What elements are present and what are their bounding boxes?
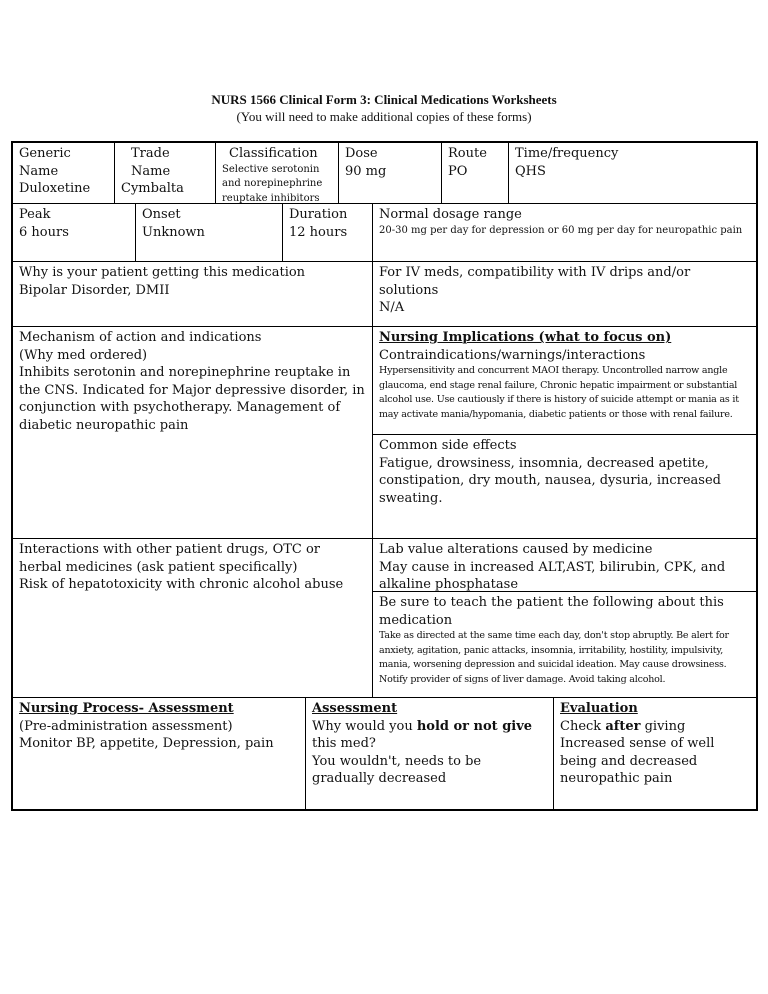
- nursing-process-heading: Nursing Process- Assessment: [19, 701, 234, 716]
- trade-name-label: Trade Name: [131, 146, 171, 179]
- side-effects-value: Fatigue, drowsiness, insomnia, decreased apetite, constipation, dry mouth, nausea, dysuria, increased sweating.: [379, 455, 721, 506]
- iv-compatibility-label: For IV meds, compatibility with IV drips and/or solutions: [379, 265, 691, 298]
- evaluation-value: Increased sense of well being and decreased neuropathic pain: [560, 736, 715, 786]
- onset-label: Onset: [142, 207, 181, 222]
- duration-cell: [282, 203, 373, 262]
- reason-for-medication-cell: [12, 261, 373, 327]
- lab-value-cell: [372, 538, 757, 592]
- interactions-label: Interactions with other patient drugs, OTC or herbal medicines (ask patient specifically): [19, 542, 321, 575]
- route-cell: [441, 142, 509, 204]
- assessment-value: You wouldn't, needs to be gradually decreased: [312, 753, 482, 786]
- interactions-value: Risk of hepatotoxicity with chronic alcohol abuse: [19, 577, 344, 592]
- classification-value: Selective serotonin and norepinephrine reuptake inhibitors: [222, 163, 323, 204]
- patient-teaching-label: Be sure to teach the patient the following about this medication: [379, 595, 724, 628]
- nursing-implications-heading: Nursing Implications (what to focus on): [379, 330, 672, 345]
- evaluation-heading: Evaluation: [560, 701, 638, 716]
- evaluation-instruction-emphasis: after: [605, 718, 641, 734]
- lab-value-value: May cause in increased ALT,AST, bilirubin, CPK, and alkaline phosphatase: [379, 559, 726, 592]
- page-title: NURS 1566 Clinical Form 3: Clinical Medications Worksheets: [211, 92, 557, 107]
- normal-dosage-range-value: 20-30 mg per day for depression or 60 mg per day for neuropathic pain: [379, 224, 743, 236]
- generic-name-value: Duloxetine: [19, 181, 91, 196]
- patient-teaching-cell: [372, 591, 757, 698]
- dose-value: 90 mg: [345, 163, 387, 179]
- time-frequency-cell: [508, 142, 757, 204]
- mechanism-label: Mechanism of action and indications: [19, 330, 262, 345]
- generic-name-label: Generic Name: [19, 146, 71, 179]
- route-value: PO: [448, 163, 468, 179]
- mechanism-subtitle: (Why med ordered): [19, 347, 148, 363]
- mechanism-cell: [12, 326, 373, 539]
- duration-label: Duration: [289, 207, 348, 222]
- evaluation-cell: [553, 697, 757, 810]
- route-label: Route: [448, 146, 487, 161]
- nursing-process-value: Monitor BP, appetite, Depression, pain: [19, 736, 274, 751]
- iv-compatibility-cell: [372, 261, 757, 327]
- assessment-question-start: Why would you: [312, 718, 417, 734]
- time-frequency-value: QHS: [515, 163, 546, 179]
- onset-cell: [135, 203, 283, 262]
- patient-teaching-value: Take as directed at the same time each day, don't stop abruptly. Be alert for anxiety, agitation, panic attacks, insomnia, irritability, hostility, impulsivity, mania, worsening depression and suicidal ideation. May cause drowsiness. Notify provider of signs of liver damage. Avoid taking alcohol.: [379, 630, 729, 685]
- peak-label: Peak: [19, 207, 51, 222]
- normal-dosage-range-label: Normal dosage range: [379, 207, 522, 222]
- assessment-question: [312, 718, 547, 753]
- dose-label: Dose: [345, 146, 378, 161]
- normal-dosage-range-cell: [372, 203, 757, 262]
- contraindications-value: Hypersensitivity and concurrent MAOI therapy. Uncontrolled narrow angle glaucoma, end stage renal failure, Chronic hepatic impairment or substantial alcohol use. Use cautiously if there is history of suicide attempt or mania as it may activate mania/hypomania, diabetic patients or those with renal failure.: [379, 365, 739, 420]
- trade-name-cell: [114, 142, 216, 204]
- side-effects-cell: [372, 434, 757, 539]
- mechanism-value: Inhibits serotonin and norepinephrine reuptake in the CNS. Indicated for Major depressive disorder, in conjunction with psychotherapy. Management of diabetic neuropathic pain: [19, 365, 365, 433]
- page-subtitle: (You will need to make additional copies of these forms): [236, 109, 532, 124]
- evaluation-instruction-start: Check: [560, 718, 606, 734]
- reason-for-medication-label: Why is your patient getting this medication: [19, 265, 306, 280]
- lab-value-label: Lab value alterations caused by medicine: [379, 542, 653, 557]
- dose-cell: [338, 142, 442, 204]
- trade-name-value: Cymbalta: [121, 181, 184, 196]
- assessment-cell: [305, 697, 554, 810]
- evaluation-instruction: [560, 718, 750, 736]
- classification-label: Classification: [229, 146, 318, 161]
- nursing-process-cell: [12, 697, 306, 810]
- onset-value: Unknown: [142, 224, 205, 240]
- assessment-heading: Assessment: [312, 701, 398, 716]
- side-effects-label: Common side effects: [379, 438, 517, 453]
- duration-value: 12 hours: [289, 224, 348, 240]
- contraindications-label: Contraindications/warnings/interactions: [379, 347, 646, 363]
- contraindications-cell: [372, 326, 757, 435]
- generic-name-cell: [12, 142, 115, 204]
- evaluation-instruction-end: giving: [640, 718, 686, 734]
- assessment-question-emphasis: hold or not give: [416, 718, 533, 734]
- time-frequency-label: Time/frequency: [515, 146, 619, 161]
- nursing-process-subtitle: (Pre-administration assessment): [19, 718, 233, 734]
- interactions-cell: [12, 538, 373, 698]
- classification-cell: [215, 142, 339, 204]
- peak-cell: [12, 203, 136, 262]
- assessment-question-end: this med?: [312, 736, 376, 751]
- peak-value: 6 hours: [19, 224, 69, 240]
- reason-for-medication-value: Bipolar Disorder, DMII: [19, 282, 170, 298]
- iv-compatibility-value: N/A: [379, 300, 405, 315]
